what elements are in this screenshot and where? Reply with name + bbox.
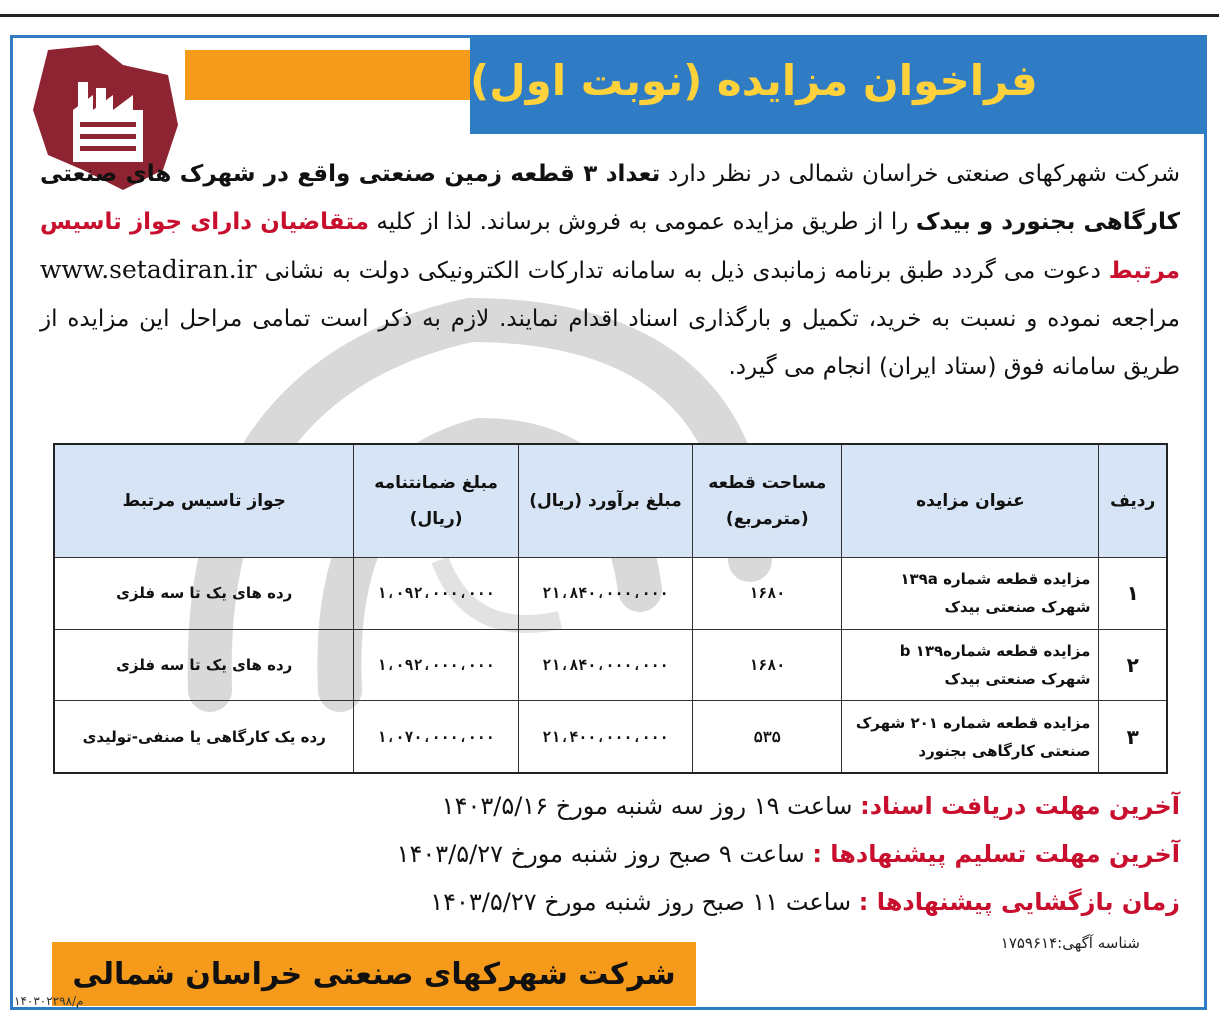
footer-company-banner	[52, 942, 696, 1006]
deadline-value: ساعت ۱۱ صبح روز شنبه مورخ ۱۴۰۳/۵/۲۷	[430, 888, 859, 916]
cell-estimate: ۲۱،۸۴۰،۰۰۰،۰۰۰	[518, 629, 692, 701]
cell-guarantee: ۱،۰۹۲،۰۰۰،۰۰۰	[354, 558, 518, 630]
intro-highlight-text: متقاضیان دارای جواز تاسیس مرتبط	[40, 209, 1180, 284]
deadline-label: آخرین مهلت تسلیم پیشنهادها :	[812, 840, 1180, 868]
header-guarantee: مبلغ ضمانتنامه (ریال)	[354, 444, 518, 558]
cell-area: ۵۳۵	[693, 701, 842, 773]
deadline-value: ساعت ۹ صبح روز شنبه مورخ ۱۴۰۳/۵/۲۷	[396, 840, 813, 868]
cell-guarantee: ۱،۰۷۰،۰۰۰،۰۰۰	[354, 701, 518, 773]
table-row	[54, 558, 1167, 630]
cell-row-number: ۲	[1099, 629, 1167, 701]
page-title: فراخوان مزایده (نوبت اول)	[470, 55, 1038, 105]
table-row	[54, 629, 1167, 701]
top-rule	[0, 14, 1219, 17]
cell-license: رده یک کارگاهی یا صنفی-تولیدی	[54, 701, 354, 773]
intro-text-2: را از طریق مزایده عمومی به فروش برساند. لذا از کلیه	[368, 209, 916, 235]
intro-paragraph	[40, 150, 1180, 391]
cell-estimate: ۲۱،۴۰۰،۰۰۰،۰۰۰	[518, 701, 692, 773]
header-area: مساحت قطعه (مترمربع)	[693, 444, 842, 558]
deadline-label: زمان بازگشایی پیشنهادها :	[858, 888, 1180, 916]
cell-row-number: ۳	[1099, 701, 1167, 773]
cell-row-number: ۱	[1099, 558, 1167, 630]
title-accent-bar	[185, 50, 515, 100]
header-license: جواز تاسیس مرتبط	[54, 444, 354, 558]
header-estimate: مبلغ برآورد (ریال)	[518, 444, 692, 558]
cell-area: ۱۶۸۰	[693, 558, 842, 630]
deadline-opening	[40, 878, 1180, 926]
intro-bold-text: تعداد ۳ قطعه زمین صنعتی واقع در شهرک های صنعتی کارگاهی بجنورد و بیدک	[40, 161, 1180, 235]
cell-title: مزایده قطعه شماره ۲۰۱ شهرک صنعتی کارگاهی بجنورد	[842, 701, 1099, 773]
cell-license: رده های یک تا سه فلزی	[54, 629, 354, 701]
deadline-value: ساعت ۱۹ روز سه شنبه مورخ ۱۴۰۳/۵/۱۶	[441, 792, 861, 820]
intro-text-3: دعوت می گردد طبق برنامه زمانبدی ذیل به سامانه تدارکات الکترونیکی دولت به نشانی	[256, 258, 1109, 284]
header-title: عنوان مزایده	[842, 444, 1099, 558]
ad-id: شناسه آگهی:۱۷۵۹۶۱۴	[1000, 934, 1140, 952]
intro-text-4: مراجعه نموده و نسبت به خرید، تکمیل و بارگذاری اسناد اقدام نمایند. لازم به ذکر است تمامی مراحل این مزایده از طریق سامانه فوق (ستاد ایران) انجام می گیرد.	[40, 306, 1180, 380]
cell-area: ۱۶۸۰	[693, 629, 842, 701]
deadline-documents	[40, 782, 1180, 830]
deadline-label: آخرین مهلت دریافت اسناد:	[860, 792, 1180, 820]
cell-estimate: ۲۱،۸۴۰،۰۰۰،۰۰۰	[518, 558, 692, 630]
intro-text-1: شرکت شهرکهای صنعتی خراسان شمالی در نظر دارد	[660, 161, 1180, 187]
deadline-submission	[40, 830, 1180, 878]
setadiran-link[interactable]: www.setadiran.ir	[40, 255, 257, 284]
side-code: م/۱۴۰۳۰۲۲۹۸	[14, 994, 84, 1008]
cell-title: مزایده قطعه شماره ۱۳۹a شهرک صنعتی بیدک	[842, 558, 1099, 630]
cell-guarantee: ۱،۰۹۲،۰۰۰،۰۰۰	[354, 629, 518, 701]
header-row-number: ردیف	[1099, 444, 1167, 558]
table-row	[54, 701, 1167, 773]
cell-license: رده های یک تا سه فلزی	[54, 558, 354, 630]
cell-title: مزایده قطعه شمارهb ۱۳۹ شهرک صنعتی بیدک	[842, 629, 1099, 701]
deadlines	[40, 782, 1180, 926]
table-header-row	[54, 444, 1167, 558]
auction-table	[53, 443, 1168, 774]
footer-company-name: شرکت شهرکهای صنعتی خراسان شمالی	[72, 956, 676, 992]
